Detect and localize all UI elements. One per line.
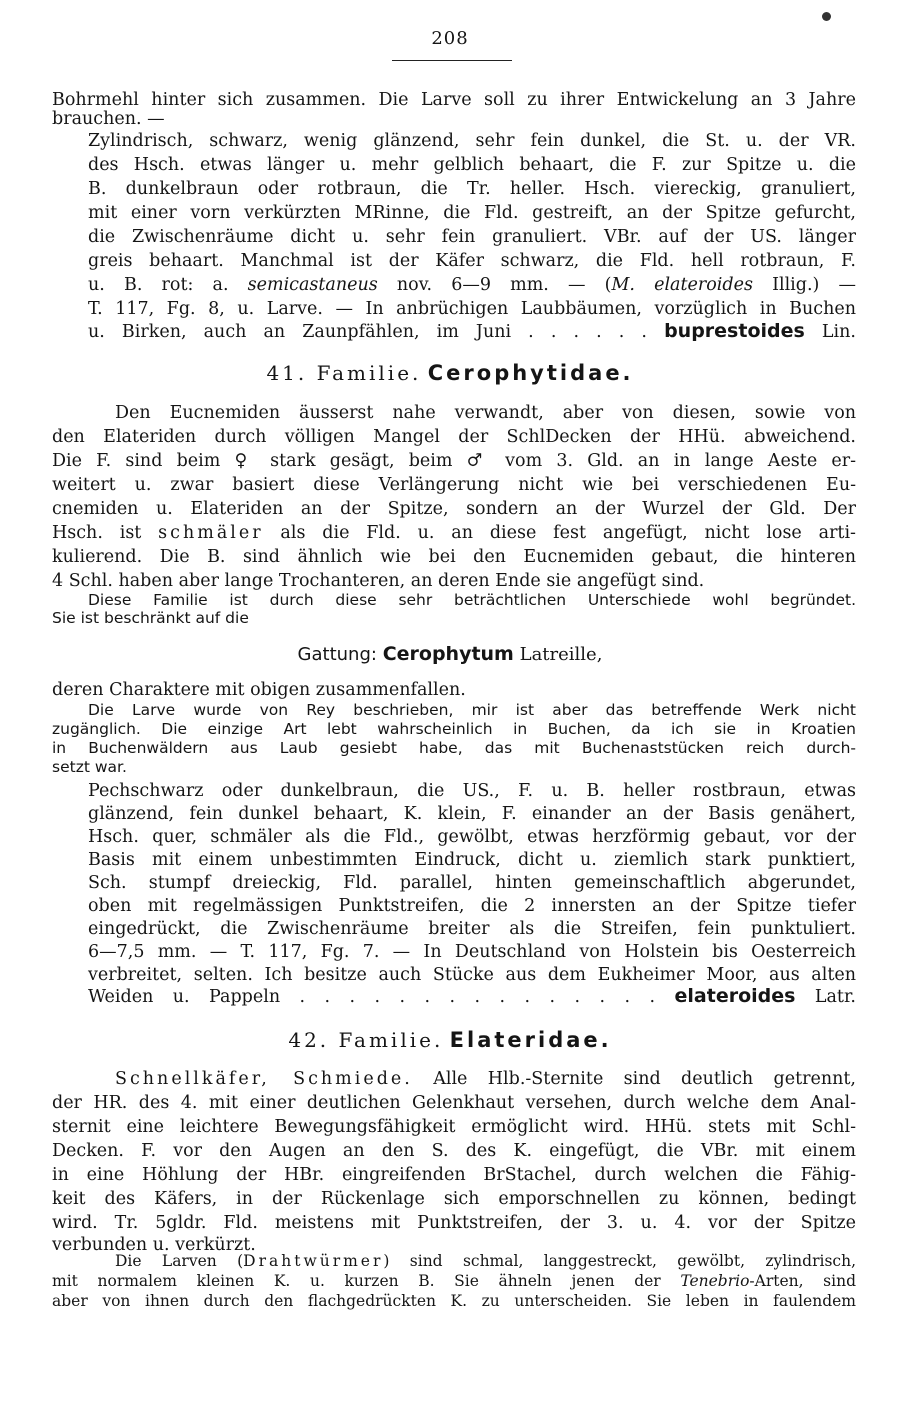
text-line: Den Eucnemiden äusserst nahe verwandt, aber von diesen, sowie von xyxy=(115,403,856,423)
text-line: Basis mit einem unbestimmten Eindruck, dicht u. ziemlich stark punktiert, xyxy=(88,850,856,870)
text-line: aber von ihnen durch den flachgedrückten K. zu unterscheiden. Sie leben in faulendem xyxy=(52,1292,856,1310)
family-heading: 41. Familie. Cerophytidae. xyxy=(266,361,634,385)
text-line: u. Birken, auch an Zaunpfählen, im Juni . . . . . . buprestoides Lin. xyxy=(88,320,856,342)
text-line: zugänglich. Die einzige Art lebt wahrscheinlich in Buchen, da ich sie in Kroatien xyxy=(52,720,856,738)
text-line: der HR. des 4. mit einer deutlichen Gelenkhaut versehen, durch welche dem Anal- xyxy=(52,1093,856,1113)
species-name: elateroides xyxy=(674,985,796,1007)
text-line: Die F. sind beim ♀ stark gesägt, beim ♂ vom 3. Gld. an in lange Aeste er- xyxy=(52,451,856,471)
text-line: Pechschwarz oder dunkelbraun, die US., F. u. B. heller rostbraun, etwas xyxy=(88,781,856,801)
text-line: brauchen. — xyxy=(52,109,165,129)
text-line: eingedrückt, die Zwischenräume breiter als die Streifen, fein punktuliert. xyxy=(88,919,856,939)
text-line: verbreitet, selten. Ich besitze auch Stücke aus dem Eukheimer Moor, aus alten xyxy=(88,965,856,985)
variety-name: semicastaneus xyxy=(247,275,378,295)
text-line: in Buchenwäldern aus Laub gesiebt habe, das mit Buchenaststücken reich durch- xyxy=(52,739,856,757)
text-line: Sie ist beschränkt auf die xyxy=(52,609,249,627)
text-line: weitert u. zwar basiert diese Verlängerung nicht wie bei verschiedenen Eu- xyxy=(52,475,856,495)
text-line: in eine Höhlung der HBr. eingreifenden BrStachel, durch welchen die Fähig- xyxy=(52,1165,856,1185)
text-line: die Zwischenräume dicht u. sehr fein granuliert. VBr. auf der US. länger xyxy=(88,227,856,247)
text-line: 4 Schl. haben aber lange Trochanteren, an deren Ende sie angefügt sind. xyxy=(52,571,705,591)
text-line: Schnellkäfer, Schmiede. Alle Hlb.-Sternite sind deutlich getrennt, xyxy=(115,1069,856,1089)
text-line: Bohrmehl hinter sich zusammen. Die Larve soll zu ihrer Entwickelung an 3 Jahre xyxy=(52,90,856,110)
text-line: Hsch. quer, schmäler als die Fld., gewölbt, etwas herzförmig gebaut, vor der xyxy=(88,827,856,847)
text-line: Zylindrisch, schwarz, wenig glänzend, sehr fein dunkel, die St. u. der VR. xyxy=(88,131,856,151)
text-line: 6—7,5 mm. — T. 117, Fg. 7. — In Deutschland von Holstein bis Oesterreich xyxy=(88,942,856,962)
text-line: des Hsch. etwas länger u. mehr gelblich behaart, die F. zur Spitze u. die xyxy=(88,155,856,175)
text-line: cnemiden u. Elateriden an der Spitze, sondern an der Wurzel der Gld. Der xyxy=(52,499,856,519)
text-line: Die Larven (Drahtwürmer) sind schmal, langgestreckt, gewölbt, zylindrisch, xyxy=(115,1252,856,1270)
family-heading: 42. Familie. Elateridae. xyxy=(288,1028,612,1052)
text-line: mit einer vorn verkürzten MRinne, die Fld. gestreift, an der Spitze gefurcht, xyxy=(88,203,856,223)
genus-heading: Gattung: Cerophytum Latreille, xyxy=(297,643,603,665)
text-line: Diese Familie ist durch diese sehr beträchtlichen Unterschiede wohl begründet. xyxy=(88,591,856,609)
text-line: Die Larve wurde von Rey beschrieben, mir ist aber das betreffende Werk nicht xyxy=(88,701,856,719)
text-line: setzt war. xyxy=(52,758,127,776)
text-line: deren Charaktere mit obigen zusammenfallen. xyxy=(52,680,466,700)
text-line: den Elateriden durch völligen Mangel der SchlDecken der HHü. abweichend. xyxy=(52,427,856,447)
text-line: wird. Tr. 5gldr. Fld. meistens mit Punktstreifen, der 3. u. 4. vor der Spitze xyxy=(52,1213,856,1233)
text-line: mit normalem kleinen K. u. kurzen B. Sie ähneln jenen der Tenebrio-Arten, sind xyxy=(52,1272,856,1290)
text-line: B. dunkelbraun oder rotbraun, die Tr. heller. Hsch. viereckig, granuliert, xyxy=(88,179,856,199)
text-line: verbunden u. verkürzt. xyxy=(52,1235,256,1255)
text-line: oben mit regelmässigen Punktstreifen, die 2 innersten an der Spitze tiefer xyxy=(88,896,856,916)
text-line: Hsch. ist schmäler als die Fld. u. an diese fest angefügt, nicht lose arti- xyxy=(52,523,856,543)
text-line: T. 117, Fg. 8, u. Larve. — In anbrüchigen Laubbäumen, vorzüglich in Buchen xyxy=(88,299,856,319)
text-line: keit des Käfers, in der Rückenlage sich emporschnellen zu können, bedingt xyxy=(52,1189,856,1209)
page-number: 208 xyxy=(431,28,469,49)
text-line: greis behaart. Manchmal ist der Käfer schwarz, die Fld. hell rotbraun, F. xyxy=(88,251,856,271)
text-line: sternit eine leichtere Bewegungsfähigkeit ermöglicht wird. HHü. stets mit Schl- xyxy=(52,1117,856,1137)
text-line: Weiden u. Pappeln . . . . . . . . . . . . . . . elateroides Latr. xyxy=(88,985,856,1007)
synonym-name: M. elateroides xyxy=(611,275,753,295)
header-rule xyxy=(392,60,512,61)
text-line: glänzend, fein dunkel behaart, K. klein, F. einander an der Basis genähert, xyxy=(88,804,856,824)
text-line: kulierend. Die B. sind ähnlich wie bei den Eucnemiden gebaut, die hinteren xyxy=(52,547,856,567)
text-line: Decken. F. vor den Augen an den S. des K. eingefügt, die VBr. mit einem xyxy=(52,1141,856,1161)
text-line: u. B. rot: a. semicastaneus nov. 6—9 mm. — (M. elateroides Illig.) — xyxy=(88,275,856,295)
ink-spot xyxy=(822,12,831,21)
species-name: buprestoides xyxy=(664,320,805,342)
text-line: Sch. stumpf dreieckig, Fld. parallel, hinten gemeinschaftlich abgerundet, xyxy=(88,873,856,893)
